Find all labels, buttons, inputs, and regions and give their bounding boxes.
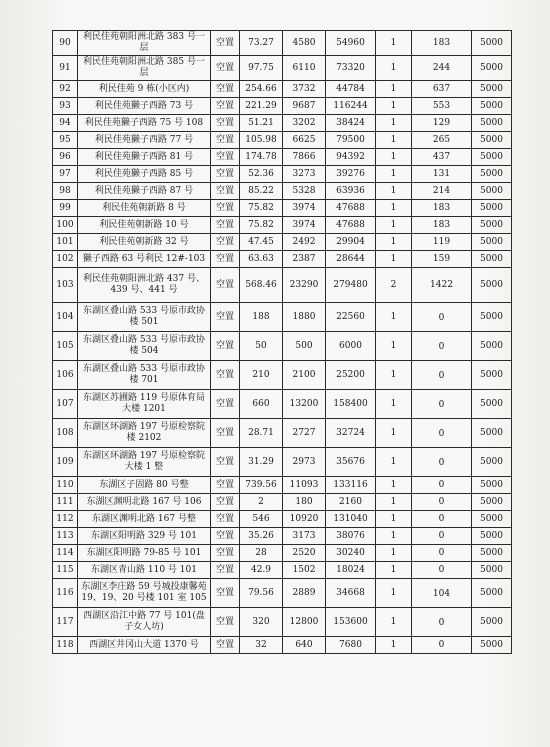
table-row (53, 545, 512, 562)
cell-monthly-rent: 4580 (283, 31, 326, 56)
cell-yearly-rent: 44784 (326, 81, 376, 98)
cell-area: 320 (240, 608, 283, 637)
cell-deposit: 159 (412, 251, 472, 268)
table-row (53, 115, 512, 132)
cell-row-number: 111 (53, 494, 78, 511)
cell-unit-count: 1 (376, 56, 412, 81)
cell-address: 东湖区叠山路 533 号原市政协楼 501 (78, 303, 211, 332)
table-row (53, 477, 512, 494)
cell-yearly-rent: 47688 (326, 200, 376, 217)
cell-deposit: 0 (412, 562, 472, 579)
table-row (53, 562, 512, 579)
cell-address: 利民佳苑朝阳洲北路 437 号、439 号、441 号 (78, 268, 211, 303)
table-row (53, 81, 512, 98)
cell-unit-count: 1 (376, 494, 412, 511)
cell-unit-count: 1 (376, 217, 412, 234)
cell-deposit: 0 (412, 637, 472, 654)
cell-status: 空置 (211, 419, 240, 448)
cell-monthly-rent: 2973 (283, 448, 326, 477)
cell-monthly-rent: 9687 (283, 98, 326, 115)
cell-status: 空置 (211, 183, 240, 200)
cell-address: 利民佳苑朝阳洲北路 383 号一层 (78, 31, 211, 56)
table-row (53, 56, 512, 81)
cell-deposit: 0 (412, 494, 472, 511)
table-row (53, 217, 512, 234)
cell-monthly-rent: 13200 (283, 390, 326, 419)
cell-row-number: 112 (53, 511, 78, 528)
cell-status: 空置 (211, 115, 240, 132)
cell-yearly-rent: 73320 (326, 56, 376, 81)
cell-status: 空置 (211, 251, 240, 268)
cell-area: 75.82 (240, 200, 283, 217)
cell-deposit: 104 (412, 579, 472, 608)
cell-row-number: 97 (53, 166, 78, 183)
cell-amount: 5000 (472, 332, 512, 361)
cell-status: 空置 (211, 545, 240, 562)
cell-yearly-rent: 30240 (326, 545, 376, 562)
cell-address: 獭子西路 63 号利民 12#-103 (78, 251, 211, 268)
table-row (53, 579, 512, 608)
cell-address: 东湖区叠山路 533 号原市政协楼 701 (78, 361, 211, 390)
table-row (53, 390, 512, 419)
cell-address: 利民佳苑獭子西路 75 号 108 (78, 115, 211, 132)
cell-address: 东湖区青山路 110 号 101 (78, 562, 211, 579)
cell-address: 西湖区井冈山大道 1370 号 (78, 637, 211, 654)
cell-deposit: 244 (412, 56, 472, 81)
cell-monthly-rent: 1502 (283, 562, 326, 579)
cell-yearly-rent: 63936 (326, 183, 376, 200)
cell-unit-count: 1 (376, 511, 412, 528)
table-row (53, 361, 512, 390)
cell-amount: 5000 (472, 608, 512, 637)
cell-status: 空置 (211, 494, 240, 511)
cell-monthly-rent: 2100 (283, 361, 326, 390)
cell-amount: 5000 (472, 448, 512, 477)
cell-unit-count: 1 (376, 251, 412, 268)
cell-address: 东湖区阳明路 79-85 号 101 (78, 545, 211, 562)
cell-area: 52.36 (240, 166, 283, 183)
cell-deposit: 0 (412, 608, 472, 637)
cell-row-number: 115 (53, 562, 78, 579)
cell-amount: 5000 (472, 183, 512, 200)
cell-row-number: 102 (53, 251, 78, 268)
cell-status: 空置 (211, 149, 240, 166)
cell-unit-count: 1 (376, 390, 412, 419)
cell-amount: 5000 (472, 251, 512, 268)
cell-monthly-rent: 2492 (283, 234, 326, 251)
table-row (53, 98, 512, 115)
cell-monthly-rent: 6110 (283, 56, 326, 81)
cell-status: 空置 (211, 528, 240, 545)
table-row (53, 637, 512, 654)
cell-row-number: 107 (53, 390, 78, 419)
cell-row-number: 99 (53, 200, 78, 217)
cell-row-number: 106 (53, 361, 78, 390)
table-row (53, 183, 512, 200)
cell-monthly-rent: 3974 (283, 217, 326, 234)
cell-area: 75.82 (240, 217, 283, 234)
cell-unit-count: 1 (376, 166, 412, 183)
cell-address: 东湖区李庄路 59 号城投康馨苑 19、19、20 号楼 101 室 105 (78, 579, 211, 608)
cell-monthly-rent: 640 (283, 637, 326, 654)
cell-area: 42.9 (240, 562, 283, 579)
table-row (53, 332, 512, 361)
cell-row-number: 91 (53, 56, 78, 81)
cell-yearly-rent: 279480 (326, 268, 376, 303)
cell-yearly-rent: 22560 (326, 303, 376, 332)
cell-unit-count: 1 (376, 149, 412, 166)
cell-monthly-rent: 3732 (283, 81, 326, 98)
cell-monthly-rent: 2727 (283, 419, 326, 448)
cell-deposit: 0 (412, 390, 472, 419)
cell-amount: 5000 (472, 268, 512, 303)
cell-amount: 5000 (472, 132, 512, 149)
cell-amount: 5000 (472, 234, 512, 251)
cell-amount: 5000 (472, 98, 512, 115)
cell-unit-count: 1 (376, 545, 412, 562)
cell-deposit: 183 (412, 31, 472, 56)
cell-area: 105.98 (240, 132, 283, 149)
table-row (53, 234, 512, 251)
cell-unit-count: 1 (376, 303, 412, 332)
cell-unit-count: 1 (376, 332, 412, 361)
cell-deposit: 0 (412, 511, 472, 528)
cell-amount: 5000 (472, 81, 512, 98)
cell-unit-count: 2 (376, 268, 412, 303)
cell-monthly-rent: 23290 (283, 268, 326, 303)
cell-yearly-rent: 2160 (326, 494, 376, 511)
cell-status: 空置 (211, 98, 240, 115)
table-row (53, 303, 512, 332)
table-row (53, 419, 512, 448)
cell-status: 空置 (211, 511, 240, 528)
cell-deposit: 0 (412, 332, 472, 361)
cell-yearly-rent: 34668 (326, 579, 376, 608)
cell-address: 利民佳苑朝新路 10 号 (78, 217, 211, 234)
table-body (53, 31, 512, 654)
cell-row-number: 101 (53, 234, 78, 251)
cell-unit-count: 1 (376, 562, 412, 579)
cell-deposit: 1422 (412, 268, 472, 303)
cell-yearly-rent: 32724 (326, 419, 376, 448)
cell-row-number: 114 (53, 545, 78, 562)
cell-status: 空置 (211, 637, 240, 654)
cell-area: 31.29 (240, 448, 283, 477)
cell-deposit: 183 (412, 217, 472, 234)
table-row (53, 448, 512, 477)
table-row (53, 608, 512, 637)
cell-deposit: 129 (412, 115, 472, 132)
cell-address: 利民佳苑獭子西路 87 号 (78, 183, 211, 200)
cell-area: 79.56 (240, 579, 283, 608)
table-row (53, 528, 512, 545)
cell-row-number: 100 (53, 217, 78, 234)
cell-area: 254.66 (240, 81, 283, 98)
cell-unit-count: 1 (376, 81, 412, 98)
cell-area: 28.71 (240, 419, 283, 448)
cell-deposit: 0 (412, 448, 472, 477)
cell-unit-count: 1 (376, 200, 412, 217)
cell-amount: 5000 (472, 637, 512, 654)
cell-address: 东湖区阳明路 329 号 101 (78, 528, 211, 545)
cell-area: 85.22 (240, 183, 283, 200)
cell-deposit: 553 (412, 98, 472, 115)
cell-address: 东湖区环湖路 197 号原检察院楼 2102 (78, 419, 211, 448)
cell-amount: 5000 (472, 390, 512, 419)
cell-amount: 5000 (472, 31, 512, 56)
cell-status: 空置 (211, 234, 240, 251)
cell-status: 空置 (211, 166, 240, 183)
cell-address: 利民佳苑朝新路 32 号 (78, 234, 211, 251)
cell-row-number: 94 (53, 115, 78, 132)
table-row (53, 31, 512, 56)
cell-yearly-rent: 133116 (326, 477, 376, 494)
cell-yearly-rent: 79500 (326, 132, 376, 149)
table-row (53, 200, 512, 217)
cell-unit-count: 1 (376, 115, 412, 132)
cell-status: 空置 (211, 562, 240, 579)
table-row (53, 132, 512, 149)
cell-status: 空置 (211, 200, 240, 217)
cell-status: 空置 (211, 268, 240, 303)
cell-status: 空置 (211, 608, 240, 637)
cell-deposit: 0 (412, 545, 472, 562)
cell-status: 空置 (211, 81, 240, 98)
cell-deposit: 437 (412, 149, 472, 166)
cell-area: 546 (240, 511, 283, 528)
cell-yearly-rent: 38424 (326, 115, 376, 132)
cell-monthly-rent: 2387 (283, 251, 326, 268)
cell-status: 空置 (211, 31, 240, 56)
cell-row-number: 113 (53, 528, 78, 545)
table-row (53, 494, 512, 511)
cell-address: 利民佳苑獭子西路 85 号 (78, 166, 211, 183)
cell-area: 568.46 (240, 268, 283, 303)
table-row (53, 511, 512, 528)
cell-unit-count: 1 (376, 477, 412, 494)
cell-deposit: 131 (412, 166, 472, 183)
cell-amount: 5000 (472, 511, 512, 528)
cell-yearly-rent: 158400 (326, 390, 376, 419)
cell-amount: 5000 (472, 200, 512, 217)
cell-area: 32 (240, 637, 283, 654)
cell-monthly-rent: 5328 (283, 183, 326, 200)
cell-amount: 5000 (472, 562, 512, 579)
cell-row-number: 98 (53, 183, 78, 200)
cell-row-number: 110 (53, 477, 78, 494)
cell-deposit: 637 (412, 81, 472, 98)
cell-monthly-rent: 12800 (283, 608, 326, 637)
cell-yearly-rent: 54960 (326, 31, 376, 56)
cell-row-number: 92 (53, 81, 78, 98)
cell-yearly-rent: 153600 (326, 608, 376, 637)
cell-status: 空置 (211, 390, 240, 419)
cell-amount: 5000 (472, 149, 512, 166)
cell-area: 50 (240, 332, 283, 361)
cell-row-number: 116 (53, 579, 78, 608)
cell-status: 空置 (211, 361, 240, 390)
cell-yearly-rent: 29904 (326, 234, 376, 251)
cell-amount: 5000 (472, 361, 512, 390)
cell-yearly-rent: 25200 (326, 361, 376, 390)
cell-address: 东湖区渊明北路 167 号整 (78, 511, 211, 528)
cell-row-number: 93 (53, 98, 78, 115)
cell-status: 空置 (211, 217, 240, 234)
cell-monthly-rent: 500 (283, 332, 326, 361)
cell-yearly-rent: 7680 (326, 637, 376, 654)
cell-deposit: 183 (412, 200, 472, 217)
cell-row-number: 108 (53, 419, 78, 448)
cell-unit-count: 1 (376, 528, 412, 545)
cell-area: 51.21 (240, 115, 283, 132)
cell-yearly-rent: 39276 (326, 166, 376, 183)
cell-row-number: 95 (53, 132, 78, 149)
cell-monthly-rent: 11093 (283, 477, 326, 494)
cell-area: 2 (240, 494, 283, 511)
cell-deposit: 0 (412, 477, 472, 494)
cell-amount: 5000 (472, 217, 512, 234)
cell-deposit: 0 (412, 303, 472, 332)
cell-row-number: 117 (53, 608, 78, 637)
cell-yearly-rent: 47688 (326, 217, 376, 234)
cell-address: 利民佳苑朝阳洲北路 385 号一层 (78, 56, 211, 81)
cell-amount: 5000 (472, 494, 512, 511)
cell-yearly-rent: 35676 (326, 448, 376, 477)
cell-monthly-rent: 1880 (283, 303, 326, 332)
cell-amount: 5000 (472, 477, 512, 494)
table-row (53, 149, 512, 166)
cell-status: 空置 (211, 477, 240, 494)
cell-area: 188 (240, 303, 283, 332)
cell-address: 利民佳苑獭子西路 81 号 (78, 149, 211, 166)
cell-unit-count: 1 (376, 579, 412, 608)
table-row (53, 251, 512, 268)
cell-address: 利民佳苑獭子西路 73 号 (78, 98, 211, 115)
cell-area: 28 (240, 545, 283, 562)
cell-deposit: 214 (412, 183, 472, 200)
table-row (53, 166, 512, 183)
cell-address: 利民佳苑朝新路 8 号 (78, 200, 211, 217)
cell-monthly-rent: 10920 (283, 511, 326, 528)
cell-yearly-rent: 94392 (326, 149, 376, 166)
cell-area: 63.63 (240, 251, 283, 268)
cell-amount: 5000 (472, 545, 512, 562)
cell-yearly-rent: 18024 (326, 562, 376, 579)
cell-status: 空置 (211, 579, 240, 608)
cell-amount: 5000 (472, 528, 512, 545)
cell-address: 东湖区环湖路 197 号原检察院大楼 1 整 (78, 448, 211, 477)
cell-monthly-rent: 3974 (283, 200, 326, 217)
cell-address: 东湖区苏圃路 119 号原体育局大楼 1201 (78, 390, 211, 419)
cell-amount: 5000 (472, 579, 512, 608)
cell-address: 东湖区子固路 80 号整 (78, 477, 211, 494)
cell-amount: 5000 (472, 419, 512, 448)
table-row (53, 268, 512, 303)
cell-deposit: 0 (412, 361, 472, 390)
cell-area: 221.29 (240, 98, 283, 115)
cell-area: 174.78 (240, 149, 283, 166)
cell-deposit: 0 (412, 419, 472, 448)
cell-monthly-rent: 2520 (283, 545, 326, 562)
cell-row-number: 118 (53, 637, 78, 654)
cell-monthly-rent: 3273 (283, 166, 326, 183)
cell-unit-count: 1 (376, 608, 412, 637)
cell-area: 73.27 (240, 31, 283, 56)
cell-status: 空置 (211, 332, 240, 361)
cell-address: 西湖区沿江中路 77 号 101(盘子女人坊) (78, 608, 211, 637)
cell-amount: 5000 (472, 115, 512, 132)
cell-monthly-rent: 7866 (283, 149, 326, 166)
cell-area: 97.75 (240, 56, 283, 81)
cell-monthly-rent: 6625 (283, 132, 326, 149)
cell-deposit: 0 (412, 528, 472, 545)
cell-monthly-rent: 3173 (283, 528, 326, 545)
cell-unit-count: 1 (376, 98, 412, 115)
cell-area: 660 (240, 390, 283, 419)
cell-yearly-rent: 6000 (326, 332, 376, 361)
cell-address: 东湖区叠山路 533 号原市政协楼 504 (78, 332, 211, 361)
cell-status: 空置 (211, 303, 240, 332)
property-table (52, 30, 512, 654)
cell-unit-count: 1 (376, 419, 412, 448)
cell-address: 东湖区渊明北路 167 号 106 (78, 494, 211, 511)
cell-unit-count: 1 (376, 183, 412, 200)
cell-row-number: 104 (53, 303, 78, 332)
cell-status: 空置 (211, 448, 240, 477)
cell-yearly-rent: 131040 (326, 511, 376, 528)
cell-unit-count: 1 (376, 31, 412, 56)
cell-monthly-rent: 180 (283, 494, 326, 511)
cell-area: 35.26 (240, 528, 283, 545)
cell-yearly-rent: 38076 (326, 528, 376, 545)
cell-row-number: 109 (53, 448, 78, 477)
cell-row-number: 103 (53, 268, 78, 303)
cell-row-number: 96 (53, 149, 78, 166)
cell-address: 利民佳苑 9 栋(小区内) (78, 81, 211, 98)
cell-yearly-rent: 116244 (326, 98, 376, 115)
cell-area: 210 (240, 361, 283, 390)
cell-status: 空置 (211, 56, 240, 81)
cell-address: 利民佳苑獭子西路 77 号 (78, 132, 211, 149)
cell-status: 空置 (211, 132, 240, 149)
cell-area: 739.56 (240, 477, 283, 494)
cell-unit-count: 1 (376, 448, 412, 477)
cell-amount: 5000 (472, 303, 512, 332)
cell-row-number: 90 (53, 31, 78, 56)
cell-row-number: 105 (53, 332, 78, 361)
cell-unit-count: 1 (376, 361, 412, 390)
cell-unit-count: 1 (376, 637, 412, 654)
cell-unit-count: 1 (376, 132, 412, 149)
cell-yearly-rent: 28644 (326, 251, 376, 268)
cell-deposit: 265 (412, 132, 472, 149)
cell-deposit: 119 (412, 234, 472, 251)
cell-unit-count: 1 (376, 234, 412, 251)
cell-area: 47.45 (240, 234, 283, 251)
cell-monthly-rent: 2889 (283, 579, 326, 608)
cell-monthly-rent: 3202 (283, 115, 326, 132)
cell-amount: 5000 (472, 166, 512, 183)
cell-amount: 5000 (472, 56, 512, 81)
